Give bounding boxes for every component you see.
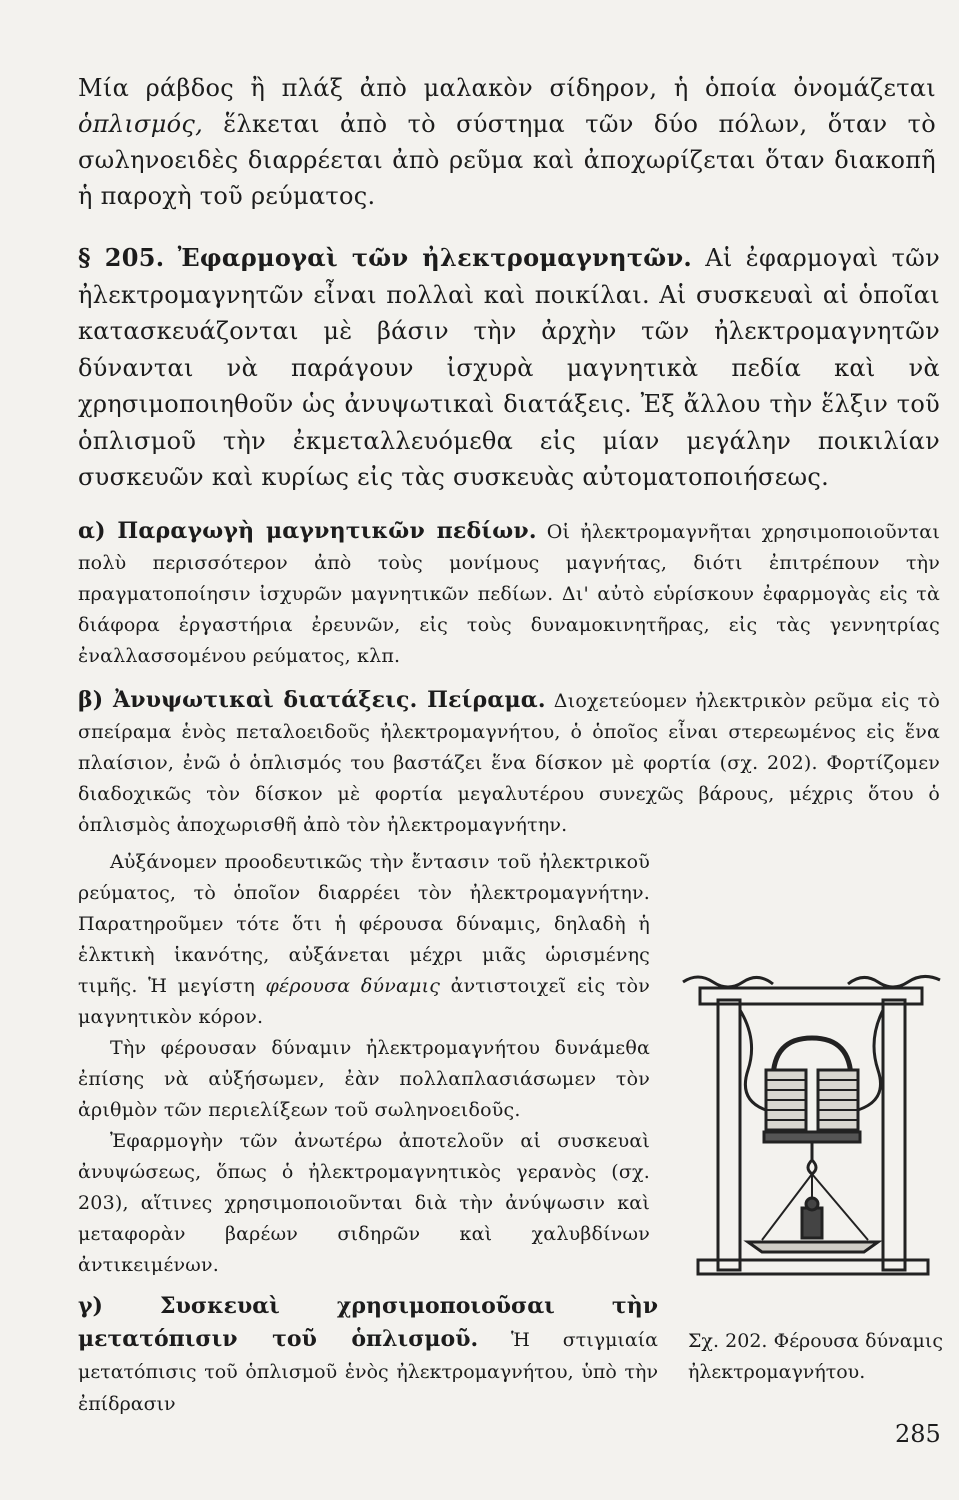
- wire-left: [683, 977, 773, 987]
- col-p1-text: Αὐξάνομεν προοδευτικῶς τὴν ἔντασιν τοῦ ἠλεκτρικοῦ ρεύματος, τὸ ὁποῖον διαρρέει τὸν ἠλεκτρομαγνήτην. Παρατηροῦμεν τότε ὅτι ἡ φέρουσα δύναμις, δηλαδὴ ἡ ἑλκτικὴ ἱκανότης, αὐξάνεται μέχρι μιᾶς ὡρισμένης τιμῆς. Ἡ μεγίστη: [78, 851, 650, 997]
- section-number: § 205.: [78, 243, 165, 272]
- section-205: [78, 240, 940, 496]
- wire-right: [848, 976, 940, 987]
- armature: [764, 1132, 860, 1142]
- subsection-g-text: Ἡ στιγμιαία μετατόπισις τοῦ ὁπλισμοῦ ἑνὸς ἠλεκτρομαγνήτου, ὑπὸ τὴν ἐπίδρασιν: [78, 1329, 658, 1415]
- intro-paragraph: [78, 70, 936, 214]
- subsection-a-text: Οἱ ἠλεκτρομαγνῆται χρησιμοποιοῦνται πολὺ περισσότερον ἀπὸ τοὺς μονίμους μαγνήτας, διότι ἐπιτρέπουν τὴν πραγματοποίησιν ἰσχυρῶν μαγνητικῶν πεδίων. Δι' αὐτὸ εὑρίσκουν ἐφαρμογὰς εἰς τὰ διάφορα ἐργαστήρια ἐρευνῶν, εἰς τοὺς δυναμοκινητῆρας, εἰς τὰς γεννητρίας ἐναλλασσομένου ρεύματος, κλπ.: [78, 521, 940, 667]
- column-paragraph-2: Τὴν φέρουσαν δύναμιν ἠλεκτρομαγνήτου δυνάμεθα ἐπίσης νὰ αὐξήσωμεν, ἐὰν πολλαπλασιάσωμεν τὸν ἀριθμὸν τῶν περιελίξεων τοῦ σωληνοειδοῦς.: [78, 1037, 650, 1121]
- col-p1-term: φέρουσα δύναμις: [265, 975, 441, 997]
- subsection-a: [78, 516, 940, 672]
- subsection-b-heading: β) Ἀνυψωτικαὶ διατάξεις. Πείραμα.: [78, 687, 546, 713]
- subsection-a-heading: α) Παραγωγὴ μαγνητικῶν πεδίων.: [78, 518, 537, 544]
- intro-text-1: Μία ράβδος ἢ πλάξ ἀπὸ μαλακὸν σίδηρον, ἡ ὁποία ὀνομάζεται: [78, 74, 936, 102]
- subsection-b-text: Διοχετεύομεν ἠλεκτρικὸν ρεῦμα εἰς τὸ σπείραμα ἑνὸς πεταλοειδοῦς ἠλεκτρομαγνήτου, ὁ ὁποῖος εἶναι στερεωμένος εἰς ἕνα πλαίσιον, ἐνῶ ὁ ὁπλισμός του βαστάζει ἕνα δίσκον μὲ φορτία (σχ. 202). Φορτίζομεν διαδοχικῶς τὸν δίσκον μὲ φορτία μεγαλυτέρου συνεχῶς βάρους, μέχρις ὅτου ὁ ὁπλισμὸς ἀποχωρισθῆ ἀπὸ τὸν ἠλεκτρομαγνήτην.: [78, 690, 940, 836]
- column-paragraph-1: [78, 847, 650, 1033]
- hook: [808, 1142, 816, 1174]
- section-heading: Ἐφαρμογαὶ τῶν ἠλεκτρομαγνητῶν.: [177, 243, 693, 272]
- electromagnet-figure: [678, 960, 946, 1280]
- wire-left-drop: [740, 1010, 766, 1110]
- col-p1-after: ἀντιστοιχεῖ εἰς τὸν μαγνητικὸν κόρον.: [78, 975, 650, 1028]
- weight: [802, 1208, 822, 1238]
- intro-term: ὁπλισμός,: [78, 110, 204, 138]
- wire-right-drop: [858, 1010, 883, 1110]
- intro-text-2: ἕλκεται ἀπὸ τὸ σύστημα τῶν δύο πόλων, ὅταν τὸ σωληνοειδὲς διαρρέεται ἀπὸ ρεῦμα καὶ ἀποχωρίζεται ὅταν διακοπῆ ἡ παροχὴ τοῦ ρεύματος.: [78, 110, 936, 210]
- subsection-g: [78, 1290, 658, 1420]
- subsection-b: [78, 685, 940, 841]
- frame-top-beam: [700, 988, 922, 1004]
- subsection-g-heading: γ) Συσκευαὶ χρησιμοποιοῦσαι τὴν μετατόπισιν τοῦ ὁπλισμοῦ.: [78, 1293, 658, 1352]
- load-pan: [748, 1242, 878, 1252]
- frame-left-post: [718, 1000, 740, 1270]
- frame-right-post: [883, 1000, 905, 1270]
- section-text: Αἱ ἐφαρμογαὶ τῶν ἠλεκτρομαγνητῶν εἶναι πολλαὶ καὶ ποικίλαι. Αἱ συσκευαὶ αἱ ὁποῖαι κατασκευάζονται μὲ βάσιν τὴν ἀρχὴν τῶν ἠλεκτρομαγνητῶν δύνανται νὰ παράγουν ἰσχυρὰ μαγνητικὰ πεδία καὶ νὰ χρησιμοποιηθοῦν ὡς ἀνυψωτικαὶ διατάξεις. Ἐξ ἄλλου τὴν ἕλξιν τοῦ ὁπλισμοῦ τὴν ἐκμεταλλευόμεθα εἰς μίαν μεγάλην ποικιλίαν συσκευῶν καὶ κυρίως εἰς τὰς συσκευὰς αὐτοματοποιήσεως.: [78, 244, 940, 491]
- left-column-text: [78, 847, 650, 1281]
- weight-knob: [806, 1198, 818, 1210]
- page-number: 285: [895, 1420, 941, 1448]
- figure-caption: Σχ. 202. Φέρουσα δύναμις ἠλεκτρομαγνήτου.: [688, 1330, 943, 1383]
- frame-base: [698, 1260, 928, 1274]
- column-paragraph-3: Ἐφαρμογὴν τῶν ἀνωτέρω ἀποτελοῦν αἱ συσκευαὶ ἀνυψώσεως, ὅπως ὁ ἠλεκτρομαγνητικὸς γερανὸς (σχ. 203), αἵτινες χρησιμοποιοῦνται διὰ τὴν ἀνύψωσιν καὶ μεταφορὰν βαρέων σιδηρῶν καὶ χαλυβδίνων ἀντικειμένων.: [78, 1130, 650, 1276]
